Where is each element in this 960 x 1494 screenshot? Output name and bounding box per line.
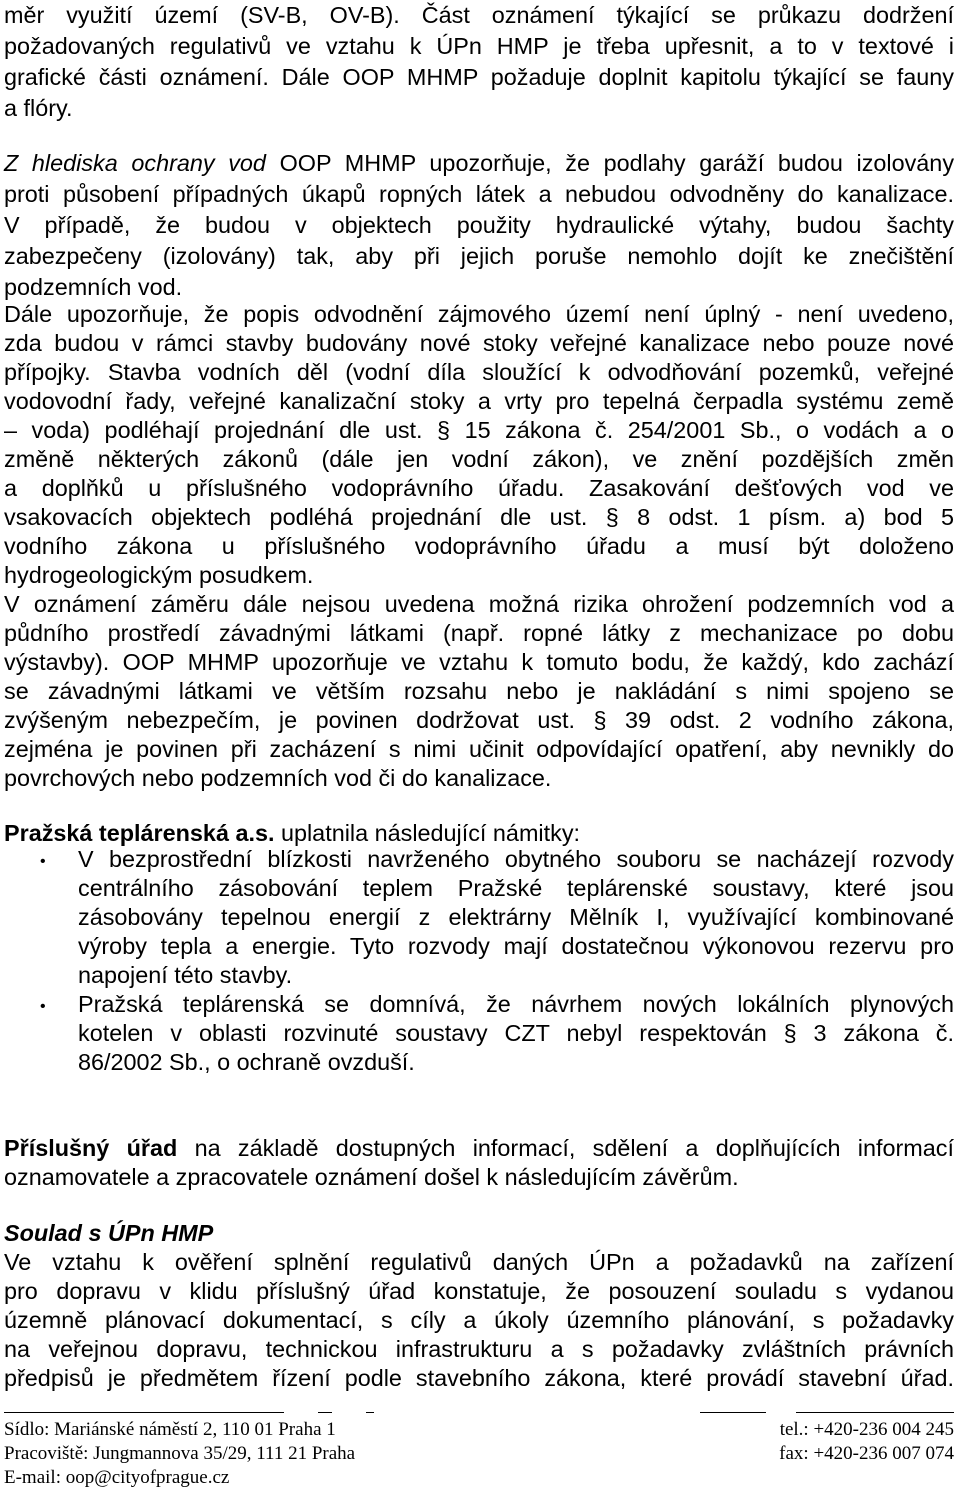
text-line: zabezpečeny (izolovány) tak, aby při jejich poruše nemohlo dojít ke znečištění [4, 243, 954, 269]
text-line: V oznámení záměru dále nejsou uvedena možná rizika ohrožení podzemních vod a [4, 591, 954, 617]
text-line: na veřejnou dopravu, technickou infrastrukturu a s požadavky zvláštních právních [4, 1336, 954, 1362]
soulad-heading: Soulad s ÚPn HMP [4, 1220, 214, 1246]
footer-email[interactable]: E-mail: oop@cityofprague.cz [4, 1467, 230, 1488]
urad-heading: Příslušný úřad [4, 1135, 178, 1161]
text-line: – voda) podléhají projednání dle ust. § 15 zákona č. 254/2001 Sb., o vodách a o [4, 417, 954, 443]
text-line [4, 148, 954, 179]
text-line: vodního zákona u příslušného vodoprávního úřadu a musí být doloženo [4, 533, 954, 559]
footer-fax: fax: +420-236 007 074 [779, 1443, 954, 1464]
text-fragment: uplatnila následující námitky: [280, 820, 581, 846]
footer-divider [318, 1412, 332, 1413]
footer-divider [796, 1412, 954, 1413]
bullet-line: centrálního zásobování teplem Pražské teplárenské soustavy, které jsou [78, 875, 954, 901]
text-line: vsakovacích objektech podléhá projednání dle ust. § 8 odst. 1 písm. a) bod 5 [4, 504, 954, 530]
text-line: pro dopravu v klidu příslušný úřad konstatuje, že posouzení souladu s vydanou [4, 1278, 954, 1304]
text-line: Ve vztahu k ověření splnění regulativů daných ÚPn a požadavků na zařízení [4, 1249, 954, 1275]
footer-divider [366, 1412, 374, 1413]
footer-address: Sídlo: Mariánské náměstí 2, 110 01 Praha 1 [4, 1419, 336, 1440]
bullet-line: 86/2002 Sb., o ochraně ovzduší. [78, 1049, 415, 1075]
text-line: zvýšeným nebezpečím, je povinen dodržovat ust. § 39 odst. 2 vodního zákona, [4, 707, 954, 733]
text-line: V případě, že budou v objektech použity hydraulické výtahy, budou šachty [4, 212, 954, 238]
bullet-line: napojení této stavby. [78, 962, 293, 988]
text-line: předpisů je předmětem řízení podle stavebního zákona, které provádí stavební úřad. [4, 1365, 954, 1391]
bullet-line: kotelen v oblasti rozvinuté soustavy CZT nebyl respektován § 3 zákona č. [78, 1020, 954, 1046]
footer-phone: tel.: +420-236 004 245 [779, 1419, 954, 1440]
text-line: zejména je povinen při zacházení s nimi učinit odpovídající opatření, aby nevnikly do [4, 736, 954, 762]
bullet-line: V bezprostřední blízkosti navrženého obytného souboru se nacházejí rozvody [78, 846, 954, 872]
text-line: povrchových nebo podzemních vod či do kanalizace. [4, 765, 552, 791]
text-line: podzemních vod. [4, 274, 183, 300]
text-line: oznamovatele a zpracovatele oznámení došel k následujícím závěrům. [4, 1164, 739, 1190]
text-line: územně plánovací dokumentací, s cíly a úkoly územního plánování, s požadavky [4, 1307, 954, 1333]
text-line: a doplňků u příslušného vodoprávního úřadu. Zasakování dešťových vod ve [4, 475, 954, 501]
text-fragment: OOP MHMP upozorňuje, že podlahy garáží budou izolovány [279, 150, 955, 176]
footer-workplace: Pracoviště: Jungmannova 35/29, 111 21 Praha [4, 1443, 356, 1464]
text-line [4, 1133, 954, 1164]
bullet-icon: • [40, 998, 46, 1015]
text-line: hydrogeologickým posudkem. [4, 562, 314, 588]
bullet-line: Pražská teplárenská se domnívá, že návrhem nových lokálních plynových [78, 991, 954, 1017]
text-line: grafické části oznámení. Dále OOP MHMP požaduje doplnit kapitolu týkající se fauny [4, 64, 954, 90]
text-line: proti působení případných úkapů ropných látek a nebudou odvodněny do kanalizace. [4, 181, 954, 207]
text-line: požadovaných regulativů ve vztahu k ÚPn HMP je třeba upřesnit, a to v textové i [4, 33, 954, 59]
text-line: zda budou v rámci stavby budovány nové stoky veřejné kanalizace nebo pouze nové [4, 330, 954, 356]
text-line: Dále upozorňuje, že popis odvodnění zájmového území není úplný - není uvedeno, [4, 301, 954, 327]
teplarenska-heading: Pražská teplárenská a.s. [4, 820, 275, 846]
text-line: a flóry. [4, 95, 73, 121]
bullet-line: výroby tepla a energie. Tyto rozvody mají dostatečnou výkonovou rezervu pro [78, 933, 954, 959]
text-line: měr využití území (SV-B, OV-B). Část oznámení týkající se průkazu dodržení [4, 2, 954, 28]
footer-divider [4, 1412, 284, 1413]
footer-divider [700, 1412, 766, 1413]
text-line: výstavby). OOP MHMP upozorňuje ve vztahu k tomuto bodu, že každý, kdo zachází [4, 649, 954, 675]
text-line: vodovodní řady, veřejné kanalizační stoky a vrty pro tepelná čerpadla systému země [4, 388, 954, 414]
text-line: půdního prostředí závadnými látkami (např. ropné látky z mechanizace po dobu [4, 620, 954, 646]
bullet-icon: • [40, 853, 46, 870]
water-protection-heading: Z hlediska ochrany vod [4, 150, 266, 176]
bullet-line: zásobovány tepelnou energií z elektrárny Mělník I, využívající kombinované [78, 904, 954, 930]
text-line: přípojky. Stavba vodních děl (vodní díla sloužící k odvodňování pozemků, veřejné [4, 359, 954, 385]
text-line: se závadnými látkami ve větším rozsahu nebo je nakládání s nimi spojeno se [4, 678, 954, 704]
text-line: změně některých zákonů (dále jen vodní zákon), ve znění pozdějších změn [4, 446, 954, 472]
text-fragment: na základě dostupných informací, sdělení a doplňujících informací [194, 1135, 954, 1161]
